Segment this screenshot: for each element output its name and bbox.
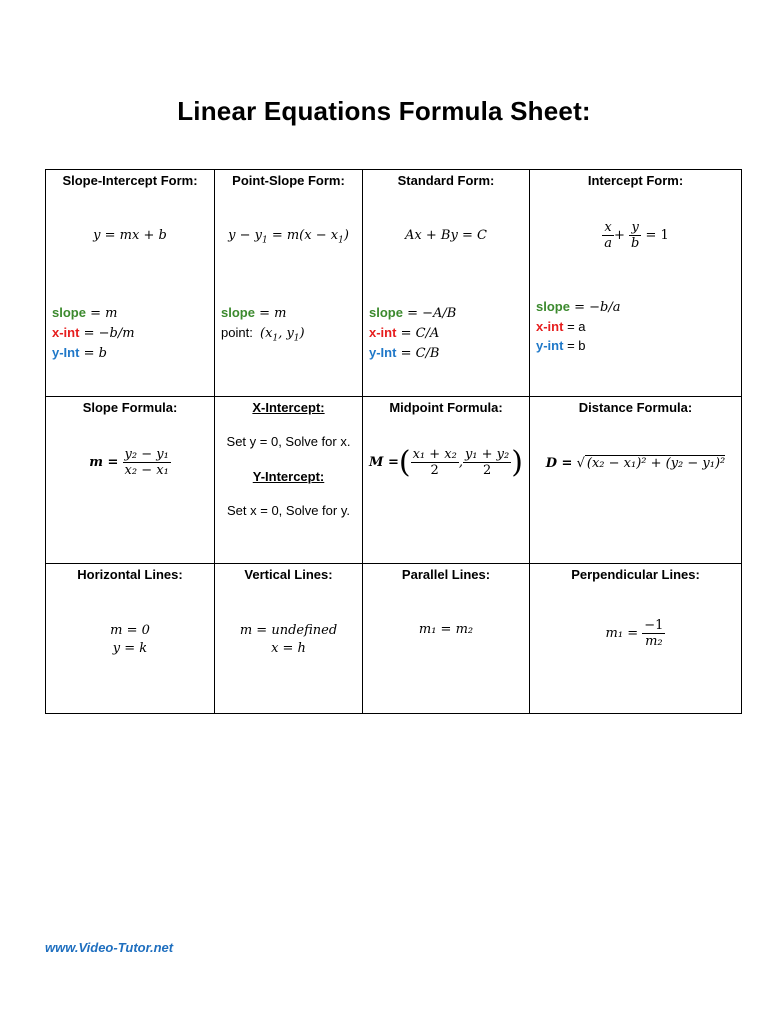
x-int-value: = C/A [396,326,440,341]
y-int-value: = C/B [396,346,440,361]
standard-form-properties [369,303,456,363]
parallel-lines-equation: m₁ = m₂ [418,622,474,637]
intercept-form-properties [536,297,620,355]
standard-form-equation: Ax + By = C [405,228,487,243]
cell-perpendicular-lines [530,564,742,714]
perpendicular-lines-equation: m₁ = $\frac{-1}{\text{m₂}}$ [605,618,664,649]
slope-label: slope [52,305,86,320]
cell-standard-form [363,170,530,397]
cell-slope-formula [46,397,215,564]
slope-value: = m [85,306,118,321]
x-over-a-fraction: $\frac{x}{a}$ [604,220,612,251]
y-int-value: = b [79,346,107,361]
cell-parallel-lines [363,564,530,714]
cell-point-slope-form [215,170,363,397]
formula-table [45,169,742,714]
cell-heading: Perpendicular Lines: [571,567,700,582]
cell-heading: Horizontal Lines: [77,567,183,582]
table-row [46,397,742,564]
midpoint-equation: M =( $\frac{\text{x₁ + x₂}}{2}$ , $\frac{\text{y₁ + y₂}}{2}$ ) [369,445,523,480]
cell-heading: Vertical Lines: [244,567,333,582]
y-over-b-fraction: $\frac{y}{b}$ [631,220,640,251]
horizontal-lines-equations: m = 0 y = k [110,623,150,656]
cell-midpoint-formula [363,397,530,564]
x-int-label: x-int [369,325,397,340]
cell-heading: Slope Formula: [82,400,178,415]
y-intercept-heading: Y-Intercept: [252,469,325,484]
cell-heading: Standard Form: [397,173,495,188]
table-row [46,170,742,397]
distance-equation: D = √ (x₂ − x₁)² + (y₂ − y₁)² [545,456,726,471]
cell-heading: Midpoint Formula: [389,400,503,415]
cell-heading: Parallel Lines: [401,567,491,582]
point-label: point: [221,325,253,340]
cell-heading: Point-Slope Form: [232,173,345,188]
point-slope-equation: $y - y_1 = m(x - x_1)$ [228,228,349,246]
slope-label: slope [221,305,255,320]
slope-intercept-properties [52,303,135,363]
slope-label: slope [536,299,570,314]
cell-heading: Slope-Intercept Form: [62,173,198,188]
x-int-label: x-int [52,325,80,340]
table-row [46,564,742,714]
point-value: ($x_1$, $y_1$) [260,326,305,344]
vertical-lines-equations: m = undefined x = h [239,623,338,656]
slope-value: = −b/a [569,300,621,315]
y-int-label: y-Int [369,345,397,360]
x-intercept-heading: X-Intercept: [252,400,325,415]
x-intercept-text: Set y = 0, Solve for x. [226,434,351,449]
intercept-form-equation: $\frac{x}{a}$ + $\frac{y}{b}$ = 1 [604,220,669,251]
y-int-label: y-Int [52,345,80,360]
slope-formula-equation: m = $\frac{\text{y₂ − y₁}}{\text{x₂ − x₁}}$ [89,447,169,478]
cell-distance-formula [530,397,742,564]
slope-value: = −A/B [402,306,457,321]
point-slope-properties [221,303,305,349]
x-int-label: x-int [536,319,564,334]
cell-intercept-form [530,170,742,397]
y-intercept-text: Set x = 0, Solve for y. [227,503,350,518]
cell-intercepts [215,397,363,564]
cell-vertical-lines [215,564,363,714]
cell-horizontal-lines [46,564,215,714]
y-int-value: = b [563,338,586,353]
x-int-value: = −b/m [79,326,135,341]
slope-label: slope [369,305,403,320]
footer-website: www.Video-Tutor.net [45,940,174,955]
slope-intercept-equation: y = mx + b [93,228,167,243]
cell-heading: Intercept Form: [587,173,684,188]
x-int-value: = a [563,319,586,334]
page-title: Linear Equations Formula Sheet: [177,96,591,126]
slope-value: = m [254,306,287,321]
cell-slope-intercept-form [46,170,215,397]
y-int-label: y-int [536,338,564,353]
cell-heading: Distance Formula: [578,400,693,415]
